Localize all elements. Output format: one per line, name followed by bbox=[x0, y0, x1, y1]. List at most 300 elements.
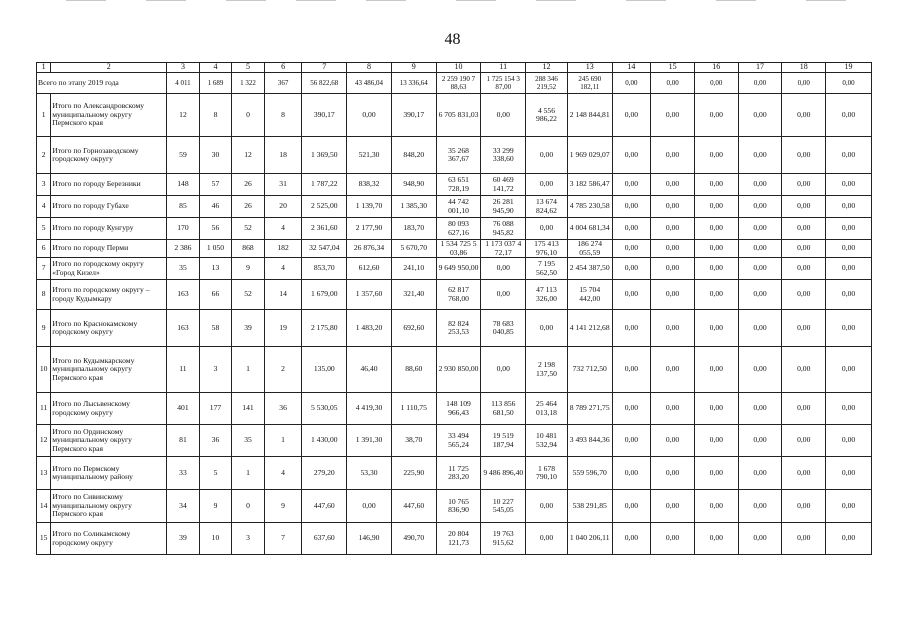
row-cell: 4 419,30 bbox=[347, 393, 392, 425]
row-cell: 0,00 bbox=[612, 347, 651, 393]
row-number: 8 bbox=[37, 280, 51, 310]
row-name: Итого по Ординскому муниципальному округу Пермского края bbox=[51, 425, 167, 457]
row-cell: 0,00 bbox=[782, 523, 826, 555]
row-cell: 1 bbox=[232, 457, 265, 490]
row-cell: 0,00 bbox=[738, 393, 782, 425]
row-cell: 0,00 bbox=[347, 94, 392, 137]
table-row bbox=[37, 196, 872, 218]
row-cell: 390,17 bbox=[391, 94, 436, 137]
row-cell: 2 525,00 bbox=[302, 196, 347, 218]
row-cell: 0,00 bbox=[738, 196, 782, 218]
row-cell: 1 050 bbox=[199, 240, 232, 258]
row-cell: 0,00 bbox=[782, 490, 826, 523]
row-cell: 0,00 bbox=[651, 196, 695, 218]
row-cell: 35 bbox=[167, 258, 200, 280]
row-cell: 0,00 bbox=[738, 258, 782, 280]
row-cell: 838,32 bbox=[347, 174, 392, 196]
row-cell: 0,00 bbox=[612, 457, 651, 490]
row-cell: 732 712,50 bbox=[567, 347, 612, 393]
row-cell: 11 725 283,20 bbox=[436, 457, 481, 490]
header-cell: 7 bbox=[302, 63, 347, 73]
row-cell: 637,60 bbox=[302, 523, 347, 555]
header-cell: 17 bbox=[738, 63, 782, 73]
row-cell: 38,70 bbox=[391, 425, 436, 457]
row-cell: 612,60 bbox=[347, 258, 392, 280]
row-cell: 0,00 bbox=[651, 347, 695, 393]
row-cell: 78 683 040,85 bbox=[481, 310, 526, 347]
row-cell: 13 bbox=[199, 258, 232, 280]
row-cell: 0,00 bbox=[782, 258, 826, 280]
row-cell: 0,00 bbox=[694, 393, 738, 425]
row-cell: 0,00 bbox=[651, 174, 695, 196]
row-cell: 0,00 bbox=[738, 347, 782, 393]
row-cell: 0,00 bbox=[651, 94, 695, 137]
row-cell: 19 763 915,62 bbox=[481, 523, 526, 555]
row-number: 6 bbox=[37, 240, 51, 258]
row-cell: 9 486 896,40 bbox=[481, 457, 526, 490]
row-cell: 10 765 836,90 bbox=[436, 490, 481, 523]
row-cell: 6 705 831,03 bbox=[436, 94, 481, 137]
header-cell: 18 bbox=[782, 63, 826, 73]
table-row bbox=[37, 457, 872, 490]
row-name: Итого по Краснокамскому городскому округу bbox=[51, 310, 167, 347]
row-cell: 4 bbox=[264, 218, 302, 240]
row-cell: 1 385,30 bbox=[391, 196, 436, 218]
row-cell: 148 bbox=[167, 174, 200, 196]
row-number: 10 bbox=[37, 347, 51, 393]
row-cell: 0,00 bbox=[481, 258, 526, 280]
total-cell: 367 bbox=[264, 73, 302, 94]
row-cell: 26 bbox=[232, 196, 265, 218]
row-cell: 0,00 bbox=[694, 218, 738, 240]
row-cell: 53,30 bbox=[347, 457, 392, 490]
row-cell: 9 bbox=[264, 490, 302, 523]
row-cell: 948,90 bbox=[391, 174, 436, 196]
row-cell: 0,00 bbox=[782, 310, 826, 347]
row-cell: 0,00 bbox=[826, 523, 872, 555]
row-cell: 18 bbox=[264, 137, 302, 174]
row-cell: 868 bbox=[232, 240, 265, 258]
row-cell: 141 bbox=[232, 393, 265, 425]
total-cell: 4 011 bbox=[167, 73, 200, 94]
total-cell: 245 690 182,11 bbox=[567, 73, 612, 94]
header-cell: 9 bbox=[391, 63, 436, 73]
header-cell: 10 bbox=[436, 63, 481, 73]
header-cell: 2 bbox=[51, 63, 167, 73]
row-cell: 7 195 562,50 bbox=[526, 258, 568, 280]
row-cell: 4 141 212,68 bbox=[567, 310, 612, 347]
row-cell: 0,00 bbox=[694, 258, 738, 280]
table-row bbox=[37, 280, 872, 310]
row-cell: 34 bbox=[167, 490, 200, 523]
row-cell: 4 556 986,22 bbox=[526, 94, 568, 137]
table-row bbox=[37, 425, 872, 457]
row-cell: 0,00 bbox=[612, 258, 651, 280]
row-cell: 31 bbox=[264, 174, 302, 196]
row-cell: 19 519 187,94 bbox=[481, 425, 526, 457]
row-cell: 148 109 966,43 bbox=[436, 393, 481, 425]
row-cell: 47 113 326,00 bbox=[526, 280, 568, 310]
row-cell: 848,20 bbox=[391, 137, 436, 174]
row-cell: 0,00 bbox=[481, 280, 526, 310]
total-cell: 13 336,64 bbox=[391, 73, 436, 94]
row-cell: 9 649 950,00 bbox=[436, 258, 481, 280]
row-cell: 11 bbox=[167, 347, 200, 393]
row-cell: 0,00 bbox=[826, 280, 872, 310]
row-cell: 52 bbox=[232, 218, 265, 240]
row-cell: 0,00 bbox=[826, 425, 872, 457]
row-cell: 0,00 bbox=[651, 310, 695, 347]
row-cell: 13 674 824,62 bbox=[526, 196, 568, 218]
row-cell: 1 bbox=[264, 425, 302, 457]
row-cell: 8 bbox=[199, 94, 232, 137]
row-name: Итого по городскому округу – городу Кудымкару bbox=[51, 280, 167, 310]
row-cell: 0,00 bbox=[694, 196, 738, 218]
row-name: Итого по городу Березники bbox=[51, 174, 167, 196]
row-cell: 0,00 bbox=[481, 347, 526, 393]
total-cell: 0,00 bbox=[782, 73, 826, 94]
row-cell: 279,20 bbox=[302, 457, 347, 490]
row-cell: 0,00 bbox=[612, 218, 651, 240]
row-cell: 0,00 bbox=[738, 457, 782, 490]
row-cell: 0,00 bbox=[526, 310, 568, 347]
row-cell: 0,00 bbox=[694, 174, 738, 196]
row-number: 15 bbox=[37, 523, 51, 555]
row-name: Итого по Александровскому муниципальному округу Пермского края bbox=[51, 94, 167, 137]
row-cell: 60 469 141,72 bbox=[481, 174, 526, 196]
total-cell: 0,00 bbox=[612, 73, 651, 94]
row-cell: 1 969 029,07 bbox=[567, 137, 612, 174]
row-cell: 0,00 bbox=[782, 196, 826, 218]
row-cell: 85 bbox=[167, 196, 200, 218]
table-row bbox=[37, 490, 872, 523]
row-number: 5 bbox=[37, 218, 51, 240]
row-cell: 1 173 037 4 72,17 bbox=[481, 240, 526, 258]
row-cell: 33 299 338,60 bbox=[481, 137, 526, 174]
row-cell: 0,00 bbox=[526, 523, 568, 555]
row-cell: 4 bbox=[264, 258, 302, 280]
table-row bbox=[37, 258, 872, 280]
row-cell: 0,00 bbox=[651, 218, 695, 240]
total-cell: 0,00 bbox=[826, 73, 872, 94]
row-cell: 163 bbox=[167, 280, 200, 310]
row-name: Итого по городу Кунгуру bbox=[51, 218, 167, 240]
row-cell: 0,00 bbox=[738, 94, 782, 137]
page-top-edge bbox=[36, 0, 871, 1]
row-cell: 88,60 bbox=[391, 347, 436, 393]
row-cell: 35 bbox=[232, 425, 265, 457]
row-cell: 135,00 bbox=[302, 347, 347, 393]
row-cell: 57 bbox=[199, 174, 232, 196]
row-cell: 401 bbox=[167, 393, 200, 425]
row-number: 12 bbox=[37, 425, 51, 457]
row-number: 1 bbox=[37, 94, 51, 137]
row-cell: 177 bbox=[199, 393, 232, 425]
row-cell: 0,00 bbox=[782, 280, 826, 310]
row-cell: 0,00 bbox=[347, 490, 392, 523]
row-cell: 0,00 bbox=[738, 240, 782, 258]
row-cell: 853,70 bbox=[302, 258, 347, 280]
total-label: Всего по этапу 2019 года bbox=[37, 73, 167, 94]
row-cell: 0,00 bbox=[826, 137, 872, 174]
row-cell: 2 177,90 bbox=[347, 218, 392, 240]
row-cell: 0,00 bbox=[612, 240, 651, 258]
row-cell: 63 651 728,19 bbox=[436, 174, 481, 196]
row-cell: 2 198 137,50 bbox=[526, 347, 568, 393]
row-cell: 36 bbox=[264, 393, 302, 425]
row-cell: 0,00 bbox=[612, 94, 651, 137]
row-cell: 5 530,05 bbox=[302, 393, 347, 425]
row-cell: 0,00 bbox=[782, 174, 826, 196]
row-cell: 8 789 271,75 bbox=[567, 393, 612, 425]
row-cell: 81 bbox=[167, 425, 200, 457]
row-cell: 0,00 bbox=[651, 258, 695, 280]
row-cell: 82 824 253,53 bbox=[436, 310, 481, 347]
total-cell: 1 689 bbox=[199, 73, 232, 94]
row-cell: 9 bbox=[199, 490, 232, 523]
row-cell: 20 804 121,73 bbox=[436, 523, 481, 555]
row-cell: 186 274 055,59 bbox=[567, 240, 612, 258]
header-cell: 19 bbox=[826, 63, 872, 73]
row-cell: 0,00 bbox=[694, 94, 738, 137]
row-cell: 10 bbox=[199, 523, 232, 555]
row-cell: 0,00 bbox=[526, 137, 568, 174]
row-number: 9 bbox=[37, 310, 51, 347]
row-cell: 0,00 bbox=[782, 240, 826, 258]
table-row bbox=[37, 310, 872, 347]
row-cell: 1 483,20 bbox=[347, 310, 392, 347]
row-cell: 163 bbox=[167, 310, 200, 347]
row-cell: 1 787,22 bbox=[302, 174, 347, 196]
row-cell: 0,00 bbox=[826, 240, 872, 258]
row-cell: 9 bbox=[232, 258, 265, 280]
row-cell: 0 bbox=[232, 94, 265, 137]
row-cell: 33 494 565,24 bbox=[436, 425, 481, 457]
row-cell: 0,00 bbox=[782, 393, 826, 425]
row-cell: 0,00 bbox=[612, 280, 651, 310]
row-number: 14 bbox=[37, 490, 51, 523]
row-cell: 2 bbox=[264, 347, 302, 393]
row-number: 7 bbox=[37, 258, 51, 280]
row-cell: 52 bbox=[232, 280, 265, 310]
row-cell: 0,00 bbox=[612, 196, 651, 218]
table-row bbox=[37, 94, 872, 137]
row-cell: 0,00 bbox=[738, 490, 782, 523]
row-cell: 1 357,60 bbox=[347, 280, 392, 310]
table-row bbox=[37, 137, 872, 174]
row-cell: 447,60 bbox=[391, 490, 436, 523]
total-cell: 288 346 219,52 bbox=[526, 73, 568, 94]
row-cell: 4 bbox=[264, 457, 302, 490]
row-cell: 0,00 bbox=[738, 137, 782, 174]
row-name: Итого по Кудымкарскому муниципальному округу Пермского края bbox=[51, 347, 167, 393]
row-cell: 0,00 bbox=[694, 457, 738, 490]
row-cell: 0,00 bbox=[782, 347, 826, 393]
row-cell: 8 bbox=[264, 94, 302, 137]
row-cell: 33 bbox=[167, 457, 200, 490]
row-cell: 62 817 768,00 bbox=[436, 280, 481, 310]
table-row bbox=[37, 174, 872, 196]
row-cell: 15 704 442,00 bbox=[567, 280, 612, 310]
row-cell: 1 bbox=[232, 347, 265, 393]
row-cell: 26 281 945,90 bbox=[481, 196, 526, 218]
header-cell: 11 bbox=[481, 63, 526, 73]
row-cell: 7 bbox=[264, 523, 302, 555]
row-cell: 0,00 bbox=[738, 425, 782, 457]
total-cell: 43 486,04 bbox=[347, 73, 392, 94]
table-row bbox=[37, 523, 872, 555]
row-cell: 19 bbox=[264, 310, 302, 347]
row-cell: 14 bbox=[264, 280, 302, 310]
row-number: 4 bbox=[37, 196, 51, 218]
row-cell: 0,00 bbox=[612, 490, 651, 523]
row-cell: 1 139,70 bbox=[347, 196, 392, 218]
row-cell: 46,40 bbox=[347, 347, 392, 393]
row-cell: 0,00 bbox=[782, 218, 826, 240]
row-cell: 0,00 bbox=[782, 425, 826, 457]
row-cell: 1 391,30 bbox=[347, 425, 392, 457]
row-cell: 3 182 586,47 bbox=[567, 174, 612, 196]
row-cell: 58 bbox=[199, 310, 232, 347]
row-cell: 2 386 bbox=[167, 240, 200, 258]
row-cell: 0,00 bbox=[826, 393, 872, 425]
row-cell: 0,00 bbox=[782, 457, 826, 490]
row-cell: 20 bbox=[264, 196, 302, 218]
row-cell: 170 bbox=[167, 218, 200, 240]
total-cell: 56 822,68 bbox=[302, 73, 347, 94]
row-cell: 692,60 bbox=[391, 310, 436, 347]
row-cell: 35 268 367,67 bbox=[436, 137, 481, 174]
row-cell: 5 670,70 bbox=[391, 240, 436, 258]
row-cell: 39 bbox=[167, 523, 200, 555]
total-cell: 1 725 154 3 87,00 bbox=[481, 73, 526, 94]
total-cell: 0,00 bbox=[694, 73, 738, 94]
row-cell: 0,00 bbox=[651, 393, 695, 425]
row-cell: 0,00 bbox=[526, 218, 568, 240]
header-cell: 15 bbox=[651, 63, 695, 73]
row-cell: 80 093 627,16 bbox=[436, 218, 481, 240]
row-cell: 2 930 850,00 bbox=[436, 347, 481, 393]
row-cell: 225,90 bbox=[391, 457, 436, 490]
row-cell: 0,00 bbox=[826, 258, 872, 280]
row-cell: 447,60 bbox=[302, 490, 347, 523]
row-cell: 12 bbox=[232, 137, 265, 174]
row-cell: 10 481 532,94 bbox=[526, 425, 568, 457]
row-cell: 1 430,00 bbox=[302, 425, 347, 457]
table-row bbox=[37, 393, 872, 425]
row-cell: 490,70 bbox=[391, 523, 436, 555]
row-cell: 26 bbox=[232, 174, 265, 196]
row-cell: 0,00 bbox=[826, 94, 872, 137]
row-cell: 0,00 bbox=[694, 347, 738, 393]
row-name: Итого по городскому округу «Город Кизел» bbox=[51, 258, 167, 280]
row-cell: 1 534 725 5 03,86 bbox=[436, 240, 481, 258]
row-cell: 59 bbox=[167, 137, 200, 174]
row-name: Итого по Сивинскому муниципальному округу Пермского края bbox=[51, 490, 167, 523]
table-row bbox=[37, 240, 872, 258]
row-number: 11 bbox=[37, 393, 51, 425]
row-cell: 0,00 bbox=[738, 174, 782, 196]
row-cell: 0,00 bbox=[651, 280, 695, 310]
row-cell: 0,00 bbox=[782, 137, 826, 174]
row-cell: 0,00 bbox=[651, 425, 695, 457]
total-cell: 1 322 bbox=[232, 73, 265, 94]
row-cell: 12 bbox=[167, 94, 200, 137]
row-cell: 2 361,60 bbox=[302, 218, 347, 240]
row-name: Итого по Лысьвенскому городскому округу bbox=[51, 393, 167, 425]
row-cell: 0,00 bbox=[612, 310, 651, 347]
row-cell: 36 bbox=[199, 425, 232, 457]
row-cell: 183,70 bbox=[391, 218, 436, 240]
page-number: 48 bbox=[444, 31, 461, 48]
row-cell: 390,17 bbox=[302, 94, 347, 137]
row-cell: 113 856 681,50 bbox=[481, 393, 526, 425]
row-cell: 0,00 bbox=[826, 490, 872, 523]
row-name: Итого по Горнозаводскому городскому округу bbox=[51, 137, 167, 174]
row-cell: 32 547,04 bbox=[302, 240, 347, 258]
row-cell: 0,00 bbox=[612, 425, 651, 457]
row-cell: 30 bbox=[199, 137, 232, 174]
row-cell: 0,00 bbox=[826, 347, 872, 393]
row-cell: 25 464 013,18 bbox=[526, 393, 568, 425]
row-cell: 39 bbox=[232, 310, 265, 347]
row-cell: 0,00 bbox=[612, 137, 651, 174]
row-cell: 0,00 bbox=[826, 174, 872, 196]
row-cell: 2 148 844,81 bbox=[567, 94, 612, 137]
table-row bbox=[37, 347, 872, 393]
row-cell: 0,00 bbox=[694, 240, 738, 258]
row-cell: 0,00 bbox=[651, 490, 695, 523]
table-row bbox=[37, 218, 872, 240]
row-cell: 0,00 bbox=[651, 457, 695, 490]
row-name: Итого по Пермскому муниципальному району bbox=[51, 457, 167, 490]
row-number: 2 bbox=[37, 137, 51, 174]
row-cell: 0,00 bbox=[738, 218, 782, 240]
row-cell: 3 bbox=[199, 347, 232, 393]
header-cell: 5 bbox=[232, 63, 265, 73]
row-cell: 1 369,50 bbox=[302, 137, 347, 174]
row-cell: 66 bbox=[199, 280, 232, 310]
row-cell: 5 bbox=[199, 457, 232, 490]
header-cell: 1 bbox=[37, 63, 51, 73]
row-cell: 146,90 bbox=[347, 523, 392, 555]
total-row bbox=[37, 73, 872, 94]
row-cell: 0,00 bbox=[738, 310, 782, 347]
row-cell: 0,00 bbox=[826, 218, 872, 240]
row-number: 13 bbox=[37, 457, 51, 490]
row-cell: 0,00 bbox=[694, 310, 738, 347]
row-cell: 76 088 945,82 bbox=[481, 218, 526, 240]
row-cell: 0,00 bbox=[694, 280, 738, 310]
row-cell: 0,00 bbox=[651, 523, 695, 555]
row-cell: 0,00 bbox=[826, 457, 872, 490]
row-cell: 26 876,34 bbox=[347, 240, 392, 258]
row-cell: 1 040 206,11 bbox=[567, 523, 612, 555]
row-cell: 10 227 545,05 bbox=[481, 490, 526, 523]
row-cell: 321,40 bbox=[391, 280, 436, 310]
row-cell: 0 bbox=[232, 490, 265, 523]
row-cell: 0,00 bbox=[612, 174, 651, 196]
row-cell: 0,00 bbox=[526, 490, 568, 523]
row-cell: 0,00 bbox=[694, 137, 738, 174]
row-cell: 182 bbox=[264, 240, 302, 258]
row-number: 3 bbox=[37, 174, 51, 196]
row-cell: 4 785 230,58 bbox=[567, 196, 612, 218]
row-cell: 44 742 001,10 bbox=[436, 196, 481, 218]
row-name: Итого по городу Перми bbox=[51, 240, 167, 258]
row-cell: 0,00 bbox=[694, 523, 738, 555]
row-cell: 3 bbox=[232, 523, 265, 555]
